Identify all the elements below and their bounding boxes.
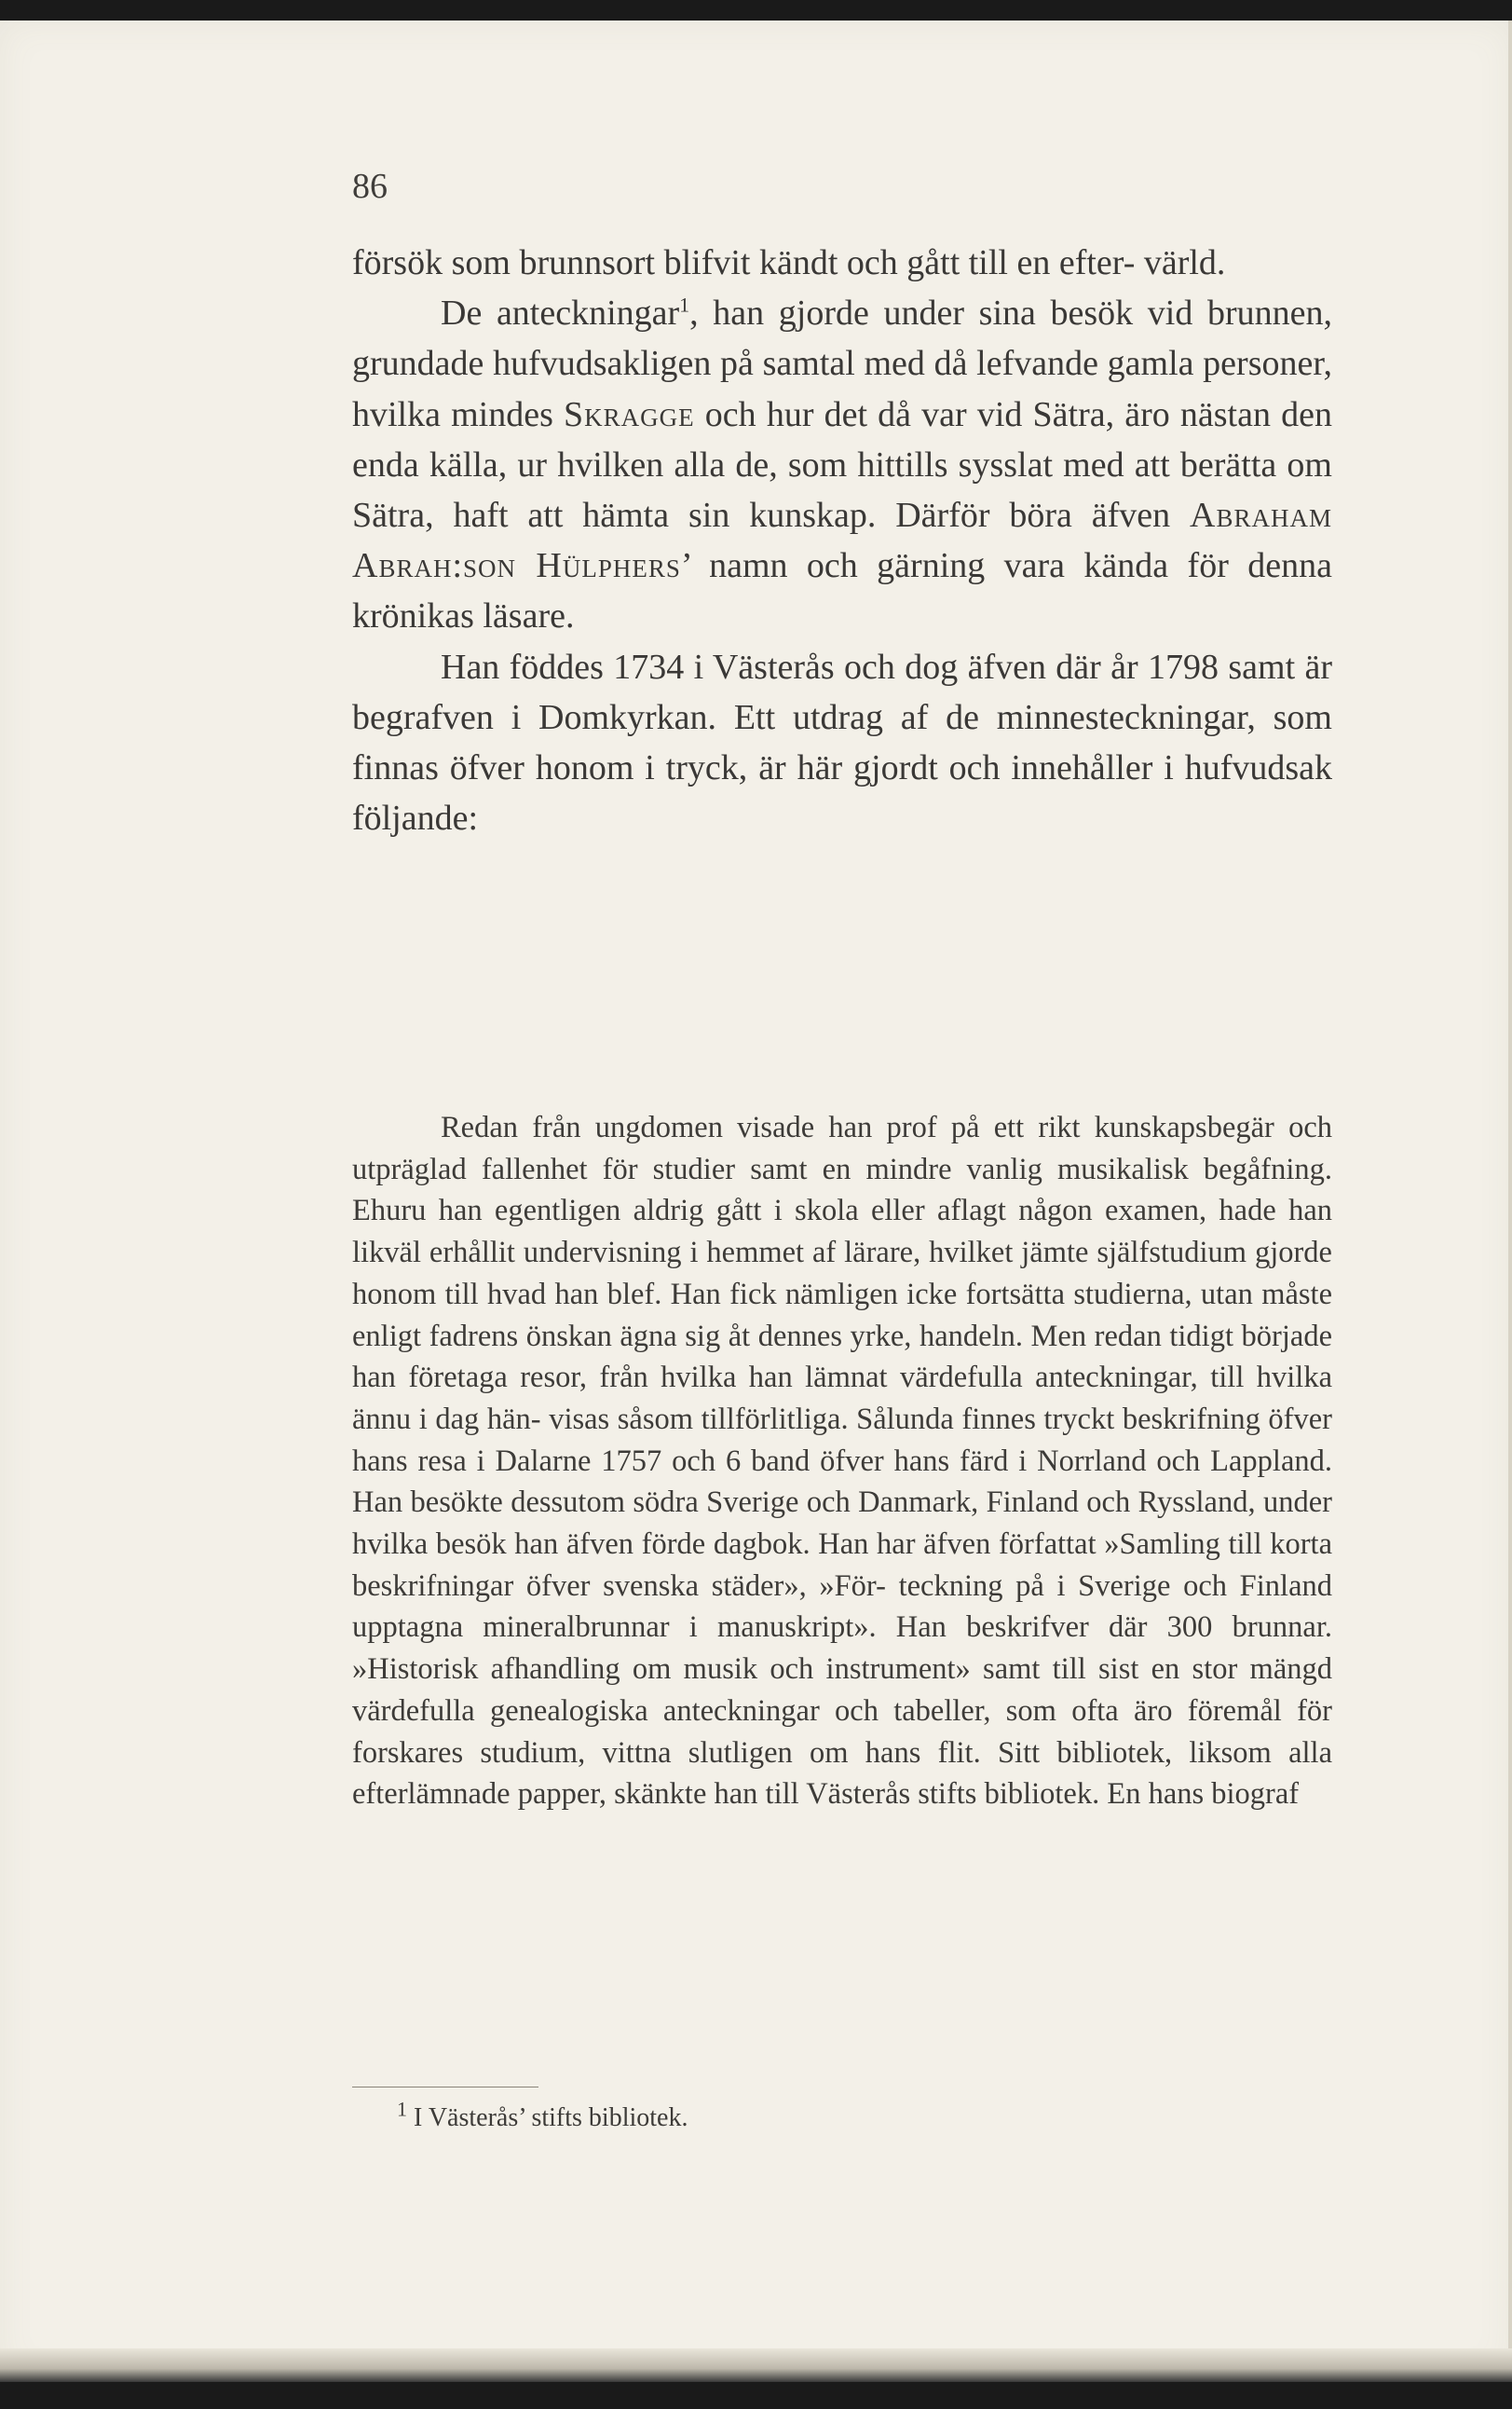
person-name-hulphers: Abraham Abrah:son Hülphers bbox=[352, 496, 1332, 586]
person-name-skragge: Skragge bbox=[564, 394, 695, 434]
page-number: 86 bbox=[352, 167, 388, 206]
paragraph-anteckningar-d: ’ namn och gärning vara kända för denna krönikas läsare. bbox=[352, 546, 1332, 636]
page-edge bbox=[1508, 21, 1512, 2378]
quoted-biography: Redan från ungdomen visade han prof på ett rikt kunskapsbegär och utpräglad fallenhet för studier samt en mindre vanlig musikalisk begåfning. Ehuru han egentligen aldrig gått i skola eller aflagt någon examen, hade han likväl erhållit undervisning i hemmet af lärare, hvilket jämte själfstudium gjorde honom till hvad han blef. Han fick nämligen icke fortsätta studierna, utan måste enligt fadrens önskan ägna sig åt dennes yrke, handeln. Men redan tidigt började han företaga resor, från hvilka han lämnat värdefulla anteckningar, till hvilka ännu i dag hän- visas såsom tillförlitliga. Sålunda finnes tryckt beskrifning öfver hans resa i Dalarne 1757 och 6 band öfver hans färd i Norrland och Lappland. Han besökte dessutom södra Sverige och Danmark, Finland och Ryssland, under hvilka besök han äfven förde dagbok. Han har äfven författat »Samling till korta beskrifningar öfver svenska städer», »För- teckning på i Sverige och Finland upptagna mineralbrunnar i manuskript». Han beskrifver där 300 brunnar. »Historisk afhandling om musik och instrument» samt till sist en stor mängd värdefulla genealogiska anteckningar och tabeller, som ofta äro föremål för forskares studium, vittna slutligen om hans flit. Sitt bibliotek, liksom alla efterlämnade papper, skänkte han till Västerås stifts bibliotek. En hans biograf bbox=[352, 1111, 1332, 1812]
footnote-text: I Västerås’ stifts bibliotek. bbox=[407, 2103, 688, 2132]
paragraph-biography: Han föddes 1734 i Västerås och dog äfven där år 1798 samt är begrafven i Domkyrkan. Ett utdrag af de minnesteckningar, som finnas öfver honom i tryck, är här gjordt och innehåller i hufvudsak följande: bbox=[352, 647, 1332, 839]
paragraph-anteckningar bbox=[352, 288, 1332, 641]
footnote-mark: 1 bbox=[397, 2097, 407, 2121]
footnote bbox=[397, 2097, 688, 2137]
body-text bbox=[352, 238, 1332, 843]
paragraph-anteckningar-c: och hur det då var vid Sätra, äro nästan den enda källa, ur hvilken alla de, som hittills sysslat med att berätta om Sätra, haft att hämta sin kunskap. Därför böra äfven bbox=[352, 394, 1332, 536]
paragraph-anteckningar-b: , han gjorde under sina besök vid brunnen, grundade hufvudsakligen på samtal med då lefvande gamla personer, hvilka mindes bbox=[352, 294, 1332, 434]
paragraph-intro: försök som brunnsort blifvit kändt och gått till en efter- värld. bbox=[352, 243, 1226, 282]
footnote-reference: 1 bbox=[679, 293, 690, 317]
page-bottom-shadow bbox=[0, 2348, 1512, 2382]
paragraph-anteckningar-a: De anteckningar bbox=[441, 294, 680, 334]
